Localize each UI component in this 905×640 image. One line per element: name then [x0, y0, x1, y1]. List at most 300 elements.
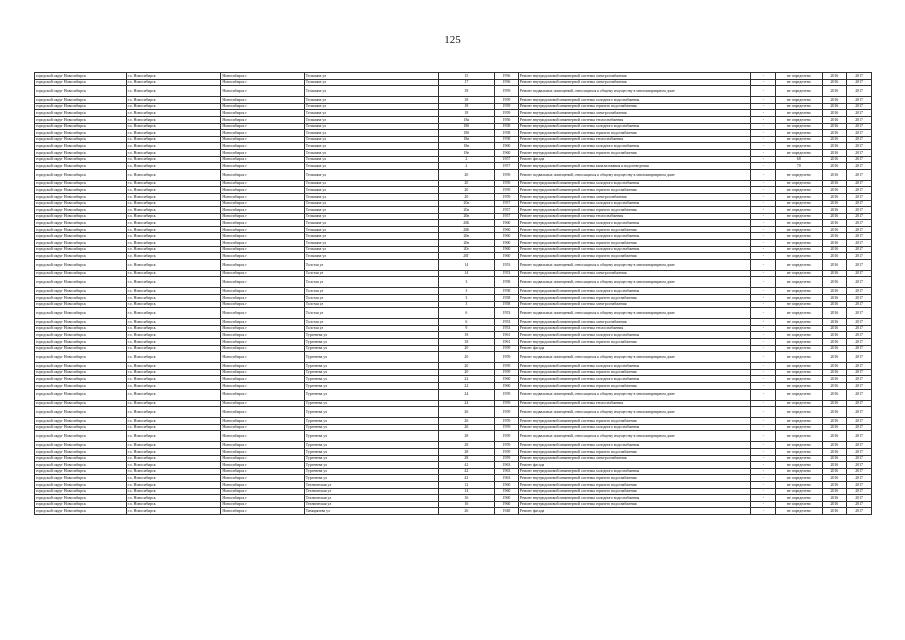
table-row [35, 180, 872, 187]
table-row [35, 462, 872, 469]
table-cell: Ремонт внутридомовой инженерной системы электроснабжения [518, 455, 751, 462]
table-cell: 1963 [495, 468, 519, 475]
table-cell: Новосибирск г [221, 163, 304, 170]
table-cell: городской округ Новосибирск [35, 240, 127, 247]
table-cell: 2017 [847, 455, 872, 462]
table-cell: Новосибирск г [221, 207, 304, 214]
table-cell: Ремонт внутридомовой инженерной системы холодного водоснабжения [518, 246, 751, 253]
table-cell: - [751, 86, 776, 97]
table-cell: 1959 [495, 110, 519, 117]
table-cell: 2017 [847, 376, 872, 383]
table-row [35, 319, 872, 326]
table-row [35, 226, 872, 233]
table-cell: Новосибирск г [221, 110, 304, 117]
table-cell: Ремонт внутридомовой инженерной системы холодного водоснабжения [518, 495, 751, 502]
table-cell: 18 [438, 332, 495, 339]
capital-repair-table [34, 72, 872, 515]
table-cell: Тургенева ул [304, 345, 438, 352]
table-cell: г.о. Новосибирск [126, 103, 221, 110]
table-cell: - [751, 418, 776, 425]
table-cell: 1959 [495, 97, 519, 104]
table-cell: 1959 [495, 187, 519, 194]
table-row [35, 424, 872, 431]
table-cell: 26 [438, 508, 495, 515]
table-cell: не определено [776, 495, 822, 502]
table-cell: Новосибирск г [221, 339, 304, 346]
table-cell: г.о. Новосибирск [126, 319, 221, 326]
table-cell: городской округ Новосибирск [35, 253, 127, 260]
table-cell: Тельмана ул [304, 103, 438, 110]
table-cell: г.о. Новосибирск [126, 418, 221, 425]
table-cell: - [751, 213, 776, 220]
table-cell: Тельмана ул [304, 116, 438, 123]
table-cell: 2017 [847, 73, 872, 80]
table-cell: Новосибирск г [221, 382, 304, 389]
table-row [35, 143, 872, 150]
table-cell: 2017 [847, 259, 872, 270]
table-cell: 2016 [822, 301, 847, 308]
table-cell: 1957 [495, 200, 519, 207]
table-cell: Новосибирск г [221, 345, 304, 352]
table-cell: Тельмана ул [304, 207, 438, 214]
table-cell: 2017 [847, 200, 872, 207]
table-cell: 20 [438, 169, 495, 180]
table-cell: Ремонт внутридомовой инженерной системы электроснабжения [518, 73, 751, 80]
table-cell: г.о. Новосибирск [126, 207, 221, 214]
table-cell: г.о. Новосибирск [126, 149, 221, 156]
table-cell: не определено [776, 308, 822, 319]
table-cell: Ремонт внутридомовой инженерной системы теплоснабжения [518, 116, 751, 123]
table-cell: 2016 [822, 345, 847, 352]
table-cell: 20в [438, 233, 495, 240]
table-cell: не определено [776, 123, 822, 130]
table-cell: - [751, 468, 776, 475]
table-cell: - [751, 233, 776, 240]
table-cell: не определено [776, 418, 822, 425]
table-cell: Тельмана ул [304, 156, 438, 163]
table-cell: 1959 [495, 424, 519, 431]
table-cell: Новосибирск г [221, 488, 304, 495]
table-cell: Новосибирск г [221, 123, 304, 130]
table-cell: не определено [776, 468, 822, 475]
table-row [35, 501, 872, 508]
table-cell: 28 [438, 448, 495, 455]
table-cell: не определено [776, 332, 822, 339]
table-cell: 2017 [847, 407, 872, 418]
table-row [35, 301, 872, 308]
table-cell: г.о. Новосибирск [126, 508, 221, 515]
table-cell: городской округ Новосибирск [35, 288, 127, 295]
table-cell: 2016 [822, 253, 847, 260]
table-cell: - [751, 116, 776, 123]
table-cell: - [751, 187, 776, 194]
table-cell: Ремонт внутридомовой инженерной системы холодного водоснабжения [518, 332, 751, 339]
table-cell: 2017 [847, 431, 872, 442]
table-cell: городской округ Новосибирск [35, 295, 127, 302]
table-cell: 28 [438, 431, 495, 442]
table-cell: Тельмана ул [304, 226, 438, 233]
table-cell: Новосибирск г [221, 103, 304, 110]
table-cell: 2017 [847, 246, 872, 253]
table-cell: 20 [438, 345, 495, 352]
table-cell: не определено [776, 193, 822, 200]
table-cell: г.о. Новосибирск [126, 213, 221, 220]
table-cell: городской округ Новосибирск [35, 233, 127, 240]
table-cell: 1956 [495, 79, 519, 86]
table-cell: Новосибирск г [221, 97, 304, 104]
table-cell: 1960 [495, 382, 519, 389]
table-cell: Тельмана ул [304, 97, 438, 104]
table-cell: 2016 [822, 481, 847, 488]
table-cell: г.о. Новосибирск [126, 363, 221, 370]
table-row [35, 369, 872, 376]
table-cell: Тельмана ул [304, 213, 438, 220]
table-row [35, 448, 872, 455]
table-cell: - [751, 253, 776, 260]
table-cell: 6 [438, 308, 495, 319]
table-cell: Новосибирск г [221, 136, 304, 143]
table-cell: Ремонт подвальных помещений, относящихся к общему имуществу в многоквартирном доме [518, 277, 751, 288]
table-cell: не определено [776, 253, 822, 260]
table-cell: 2017 [847, 277, 872, 288]
table-cell: Ремонт внутридомовой инженерной системы горячего водоснабжения [518, 103, 751, 110]
table-cell: 2017 [847, 226, 872, 233]
table-cell: не определено [776, 319, 822, 326]
table-row [35, 363, 872, 370]
table-cell: - [751, 180, 776, 187]
table-cell: 2017 [847, 501, 872, 508]
table-cell: г.о. Новосибирск [126, 220, 221, 227]
table-cell: - [751, 345, 776, 352]
table-cell: Ремонт внутридомовой инженерной системы теплоснабжения [518, 325, 751, 332]
table-cell: - [751, 501, 776, 508]
table-row [35, 277, 872, 288]
table-cell: - [751, 455, 776, 462]
table-row [35, 149, 872, 156]
table-cell: г.о. Новосибирск [126, 468, 221, 475]
table-cell: 2016 [822, 407, 847, 418]
table-cell: 1960 [495, 246, 519, 253]
table-cell: Новосибирск г [221, 376, 304, 383]
table-cell: не определено [776, 220, 822, 227]
table-cell: 2017 [847, 149, 872, 156]
table-cell: 2016 [822, 86, 847, 97]
table-cell: 18 [438, 97, 495, 104]
table-cell: г.о. Новосибирск [126, 156, 221, 163]
table-cell: 42 [438, 462, 495, 469]
table-cell: 2016 [822, 193, 847, 200]
table-cell: Новосибирск г [221, 481, 304, 488]
table-cell: городской округ Новосибирск [35, 448, 127, 455]
table-cell: 2016 [822, 488, 847, 495]
table-cell: Тургенева ул [304, 455, 438, 462]
table-cell: г.о. Новосибирск [126, 400, 221, 407]
table-cell: не определено [776, 481, 822, 488]
table-cell: городской округ Новосибирск [35, 193, 127, 200]
table-cell: - [751, 193, 776, 200]
table-cell: не определено [776, 363, 822, 370]
table-cell: 1959 [495, 180, 519, 187]
table-cell: городской округ Новосибирск [35, 156, 127, 163]
table-row [35, 382, 872, 389]
table-cell: - [751, 270, 776, 277]
table-cell: 2016 [822, 97, 847, 104]
table-cell: Новосибирск г [221, 213, 304, 220]
table-cell: Новосибирск г [221, 187, 304, 194]
table-cell: Техническая ул [304, 495, 438, 502]
table-cell: 2017 [847, 110, 872, 117]
table-cell: 18в [438, 136, 495, 143]
table-cell: 1960 [495, 376, 519, 383]
table-cell: городской округ Новосибирск [35, 369, 127, 376]
table-cell: 2017 [847, 424, 872, 431]
table-cell: 3 [438, 277, 495, 288]
table-cell: Новосибирск г [221, 308, 304, 319]
table-cell: 1961 [495, 339, 519, 346]
table-cell: 24 [438, 400, 495, 407]
table-cell: - [751, 382, 776, 389]
table-cell: Ремонт внутридомовой инженерной системы горячего водоснабжения [518, 240, 751, 247]
table-cell: городской округ Новосибирск [35, 207, 127, 214]
table-row [35, 376, 872, 383]
table-cell: городской округ Новосибирск [35, 431, 127, 442]
table-cell: - [751, 136, 776, 143]
table-cell: Новосибирск г [221, 369, 304, 376]
table-cell: Новосибирск г [221, 468, 304, 475]
table-cell: - [751, 332, 776, 339]
table-cell: - [751, 169, 776, 180]
table-cell: Новосибирск г [221, 246, 304, 253]
table-cell: - [751, 123, 776, 130]
table-cell: Новосибирск г [221, 253, 304, 260]
table-row [35, 400, 872, 407]
table-cell: Ремонт внутридомовой инженерной системы электроснабжения [518, 270, 751, 277]
table-cell: г.о. Новосибирск [126, 462, 221, 469]
table-cell: 2016 [822, 136, 847, 143]
table-cell: 2016 [822, 169, 847, 180]
table-cell: Тургенева ул [304, 389, 438, 400]
table-cell: Тургенева ул [304, 448, 438, 455]
table-cell: - [751, 163, 776, 170]
table-row [35, 97, 872, 104]
table-cell: г.о. Новосибирск [126, 488, 221, 495]
table-cell: городской округ Новосибирск [35, 301, 127, 308]
table-cell: г.о. Новосибирск [126, 86, 221, 97]
table-cell: 2016 [822, 295, 847, 302]
table-cell: 2016 [822, 363, 847, 370]
table-cell: 2016 [822, 116, 847, 123]
table-cell: - [751, 319, 776, 326]
table-cell: 2016 [822, 200, 847, 207]
table-cell: 18 [438, 103, 495, 110]
table-cell: Новосибирск г [221, 363, 304, 370]
table-cell: городской округ Новосибирск [35, 79, 127, 86]
table-cell: Новосибирск г [221, 431, 304, 442]
table-cell: Новосибирск г [221, 332, 304, 339]
table-cell: 2016 [822, 369, 847, 376]
table-cell: г.о. Новосибирск [126, 110, 221, 117]
table-cell: не определено [776, 86, 822, 97]
table-cell: городской округ Новосибирск [35, 187, 127, 194]
table-cell: 2017 [847, 233, 872, 240]
table-cell: городской округ Новосибирск [35, 501, 127, 508]
table-row [35, 308, 872, 319]
table-cell: Новосибирск г [221, 259, 304, 270]
table-cell: 2016 [822, 130, 847, 137]
table-cell: 20г [438, 246, 495, 253]
table-cell: не определено [776, 448, 822, 455]
table-cell: 12 [438, 481, 495, 488]
table-cell: не определено [776, 110, 822, 117]
table-cell: 1959 [495, 369, 519, 376]
table-cell: городской округ Новосибирск [35, 169, 127, 180]
table-cell: 22 [438, 382, 495, 389]
table-cell: не определено [776, 376, 822, 383]
table-cell: 2017 [847, 270, 872, 277]
table-cell: - [751, 246, 776, 253]
table-cell: Тельмана ул [304, 149, 438, 156]
table-cell: не определено [776, 233, 822, 240]
table-cell: 2017 [847, 156, 872, 163]
table-cell: 2016 [822, 110, 847, 117]
table-cell: 2016 [822, 79, 847, 86]
table-cell: - [751, 442, 776, 449]
table-cell: - [751, 200, 776, 207]
table-cell: Новосибирск г [221, 200, 304, 207]
table-row [35, 193, 872, 200]
table-cell: Ремонт внутридомовой инженерной системы горячего водоснабжения [518, 149, 751, 156]
table-cell: Тельмана ул [304, 253, 438, 260]
table-cell: 1957 [495, 207, 519, 214]
table-cell: 2017 [847, 369, 872, 376]
table-cell: Толстая ул [304, 319, 438, 326]
table-cell: 2017 [847, 169, 872, 180]
table-cell: г.о. Новосибирск [126, 345, 221, 352]
table-cell: Ремонт внутридомовой инженерной системы холодного водоснабжения [518, 143, 751, 150]
table-cell: 2016 [822, 226, 847, 233]
table-cell: не определено [776, 73, 822, 80]
table-cell: - [751, 431, 776, 442]
table-cell: не определено [776, 295, 822, 302]
table-cell: Новосибирск г [221, 352, 304, 363]
table-cell: городской округ Новосибирск [35, 495, 127, 502]
table-cell: 2016 [822, 462, 847, 469]
table-cell: 2016 [822, 400, 847, 407]
table-cell: городской округ Новосибирск [35, 319, 127, 326]
table-cell: г.о. Новосибирск [126, 295, 221, 302]
table-cell: г.о. Новосибирск [126, 407, 221, 418]
table-cell: 1953 [495, 319, 519, 326]
table-cell: 18а [438, 116, 495, 123]
table-cell: не определено [776, 116, 822, 123]
table-cell: городской округ Новосибирск [35, 325, 127, 332]
table-cell: 1960 [495, 149, 519, 156]
table-row [35, 253, 872, 260]
table-cell: 28 [438, 455, 495, 462]
table-cell: г.о. Новосибирск [126, 246, 221, 253]
table-cell: Ремонт подвальных помещений, относящихся к общему имуществу в многоквартирном доме [518, 308, 751, 319]
table-cell: 14 [438, 270, 495, 277]
table-row [35, 508, 872, 515]
table-cell: Ремонт внутридомовой инженерной системы теплоснабжения [518, 400, 751, 407]
table-cell: Ремонт внутридомовой инженерной системы холодного водоснабжения [518, 233, 751, 240]
table-cell: Тельмана ул [304, 143, 438, 150]
table-cell: Ремонт внутридомовой инженерной системы холодного водоснабжения [518, 123, 751, 130]
table-cell: г.о. Новосибирск [126, 389, 221, 400]
table-cell: 2017 [847, 308, 872, 319]
table-cell: 2016 [822, 123, 847, 130]
table-cell: Толстая ул [304, 288, 438, 295]
table-row [35, 103, 872, 110]
table-cell: 20Г [438, 253, 495, 260]
table-cell: 1956 [495, 73, 519, 80]
table-cell: городской округ Новосибирск [35, 376, 127, 383]
table-row [35, 431, 872, 442]
table-cell: Ремонт внутридомовой инженерной системы горячего водоснабжения [518, 187, 751, 194]
table-cell: Новосибирск г [221, 301, 304, 308]
table-cell: г.о. Новосибирск [126, 200, 221, 207]
table-cell: - [751, 495, 776, 502]
table-cell: 26 [438, 407, 495, 418]
table-cell: 26 [438, 424, 495, 431]
page-number: 125 [444, 34, 461, 46]
table-cell: 1959 [495, 352, 519, 363]
table-cell: Ремонт внутридомовой инженерной системы горячего водоснабжения [518, 418, 751, 425]
table-cell: 1959 [495, 363, 519, 370]
table-cell: не определено [776, 149, 822, 156]
table-cell: Ремонт подвальных помещений, относящихся к общему имуществу в многоквартирном доме [518, 352, 751, 363]
table-cell: г.о. Новосибирск [126, 193, 221, 200]
table-cell: Тургенева ул [304, 468, 438, 475]
table-cell: 2017 [847, 213, 872, 220]
table-cell: Новосибирск г [221, 149, 304, 156]
table-cell: Новосибирск г [221, 418, 304, 425]
table-cell: Тургенева ул [304, 332, 438, 339]
table-cell: 1959 [495, 193, 519, 200]
table-cell: не определено [776, 277, 822, 288]
table-cell: Тельмана ул [304, 169, 438, 180]
table-cell: Ремонт внутридомовой инженерной системы горячего водоснабжения [518, 253, 751, 260]
table-cell: 1959 [495, 407, 519, 418]
table-row [35, 136, 872, 143]
table-cell: 2017 [847, 240, 872, 247]
table-cell: городской округ Новосибирск [35, 110, 127, 117]
table-cell: 18е [438, 149, 495, 156]
table-cell: 2016 [822, 246, 847, 253]
table-cell: г.о. Новосибирск [126, 308, 221, 319]
table-cell: 1959 [495, 103, 519, 110]
table-cell: 1953 [495, 308, 519, 319]
table-cell: Ремонт внутридомовой инженерной системы горячего водоснабжения [518, 382, 751, 389]
table-cell: 2016 [822, 501, 847, 508]
table-cell: Ремонт подвальных помещений, относящихся к общему имуществу в многоквартирном доме [518, 169, 751, 180]
table-cell: Ремонт подвальных помещений, относящихся к общему имуществу в многоквартирном доме [518, 86, 751, 97]
table-cell: городской округ Новосибирск [35, 270, 127, 277]
table-cell: Тургенева ул [304, 407, 438, 418]
table-cell: 2016 [822, 156, 847, 163]
table-cell: городской округ Новосибирск [35, 462, 127, 469]
table-cell: 2017 [847, 123, 872, 130]
table-cell: Тургенева ул [304, 339, 438, 346]
table-cell: Новосибирск г [221, 180, 304, 187]
table-cell: 1959 [495, 389, 519, 400]
table-cell: 2016 [822, 431, 847, 442]
table-cell: Ремонт внутридомовой инженерной системы горячего водоснабжения [518, 295, 751, 302]
table-cell: 1959 [495, 86, 519, 97]
table-cell: 2017 [847, 288, 872, 295]
table-cell: 2016 [822, 352, 847, 363]
table-cell: Ремонт внутридомовой инженерной системы холодного водоснабжения [518, 376, 751, 383]
